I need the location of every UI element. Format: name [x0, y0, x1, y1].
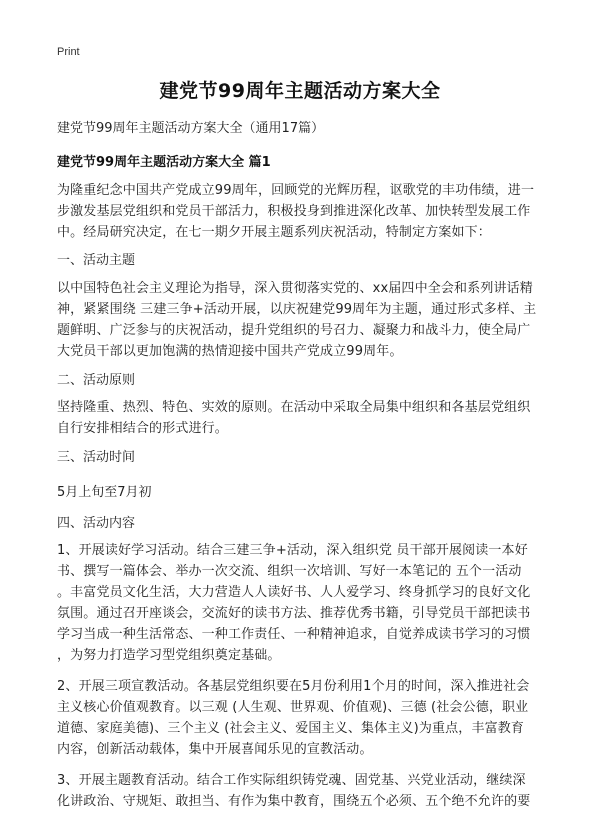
paragraph-line: 3、开展主题教育活动。结合工作实际组织铸党魂、固党基、兴党业活动，继续深 [57, 773, 526, 788]
heading-activity-principle: 二、活动原则 [57, 373, 136, 388]
paragraph-line: 以中国特色社会主义理论为指导，深入贯彻落实党的、xx届四中全会和系列讲话精 [57, 281, 533, 296]
paragraph-line: 。丰富党员文化生活，大力营造人人读好书、人人爱学习、终身抓学习的良好文化 [57, 585, 531, 600]
paragraph-line: 书、撰写一篇体会、举办一次交流、组织一次培训、写好一本笔记的 五个一活动 [57, 564, 522, 579]
paragraph-line: 为隆重纪念中国共产党成立99周年，回顾党的光辉历程，讴歌党的丰功伟绩，进一 [57, 183, 535, 198]
principle-paragraph [57, 397, 547, 439]
paragraph-line: 神，紧紧围绕 三建三争+活动开展，以庆祝建党99周年为主题，通过形式多样、主 [57, 302, 537, 317]
intro-paragraph [57, 180, 547, 243]
content-item-1 [57, 540, 547, 666]
content-item-2 [57, 676, 547, 760]
paragraph-line: 自行安排相结合的形式进行。 [57, 421, 228, 436]
paragraph-line: 道德、家庭美德)、三个主义 (社会主义、爱国主义、集体主义)为重点，丰富教育 [57, 721, 525, 736]
document-subtitle: 建党节99周年主题活动方案大全（通用17篇） [57, 121, 325, 136]
paragraph-line: 坚持隆重、热烈、特色、实效的原则。在活动中采取全局集中组织和各基层党组织 [57, 400, 531, 415]
paragraph-line: 内容，创新活动载体，集中开展喜闻乐见的宣教活动。 [57, 742, 373, 757]
section-title: 建党节99周年主题活动方案大全 篇1 [57, 155, 271, 170]
paragraph-line: 1、开展读好学习活动。结合三建三争+活动，深入组织党 员干部开展阅读一本好 [57, 543, 528, 558]
paragraph-line: 大党员干部以更加饱满的热情迎接中国共产党成立99周年。 [57, 344, 403, 359]
heading-activity-time: 三、活动时间 [57, 450, 136, 465]
paragraph-line: ，为努力打造学习型党组织奠定基础。 [57, 648, 281, 663]
heading-activity-theme: 一、活动主题 [57, 253, 136, 268]
paragraph-line: 题鲜明、广泛参与的庆祝活动，提升党组织的号召力、凝聚力和战斗力，使全局广 [57, 323, 531, 338]
content-item-3 [57, 770, 547, 812]
heading-activity-content: 四、活动内容 [57, 516, 136, 531]
theme-paragraph [57, 278, 547, 362]
paragraph-line: 中。经局研究决定，在七一期夕开展主题系列庆祝活动，特制定方案如下： [57, 225, 491, 240]
print-link[interactable]: Print [57, 46, 80, 58]
paragraph-line: 步激发基层党组织和党员干部活力，积极投身到推进深化改革、加快转型发展工作 [57, 204, 531, 219]
paragraph-line: 氛围。通过召开座谈会，交流好的读书方法、推荐优秀书籍，引导党员干部把读书 [57, 606, 531, 621]
paragraph-line: 化讲政治、守规矩、敢担当、有作为集中教育，围绕五个必须、五个绝不允许的要 [57, 794, 531, 809]
activity-time-value: 5月上旬至7月初 [57, 485, 152, 500]
paragraph-line: 学习当成一种生活常态、一种工作责任、一种精神追求，自觉养成读书学习的习惯 [57, 627, 531, 642]
paragraph-line: 主义核心价值观教育。以三观 (人生观、世界观、价值观)、三德 (社会公德，职业 [57, 700, 529, 715]
document-title: 建党节99周年主题活动方案大全 [159, 80, 441, 102]
paragraph-line: 2、开展三项宣教活动。各基层党组织要在5月份利用1个月的时间，深入推进社会 [57, 679, 530, 694]
